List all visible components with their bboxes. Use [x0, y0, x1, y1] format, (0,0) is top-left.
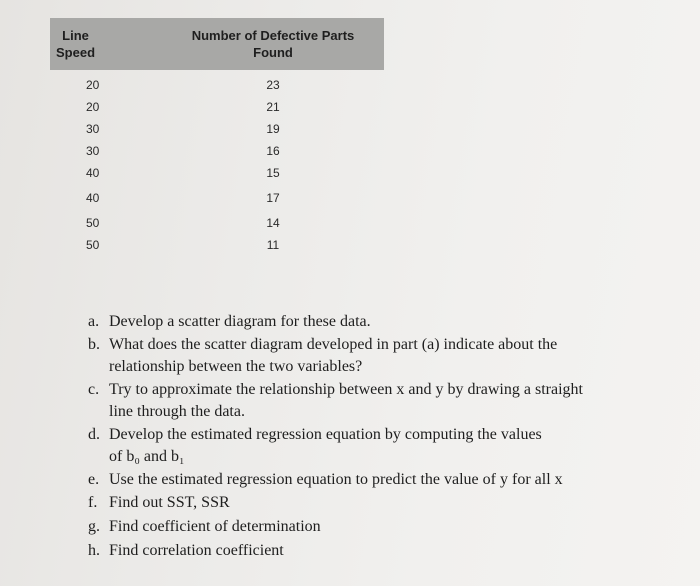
question-letter: h.	[88, 542, 100, 559]
line-speed-cell: 20	[86, 100, 100, 114]
defective-count-cell: 17	[266, 191, 280, 205]
line-speed-cell: 30	[86, 122, 100, 136]
header-line-speed	[50, 18, 132, 70]
question-text: What does the scatter diagram developed in part (a) indicate about the	[109, 336, 558, 353]
defective-count-cell: 14	[266, 216, 280, 230]
defective-count-cell: 16	[266, 144, 280, 158]
header-defective-parts	[132, 18, 384, 70]
question-text-continued: of b₀ and b₁	[109, 448, 185, 465]
line-speed-cell: 30	[86, 144, 100, 158]
table-row	[50, 118, 384, 140]
question-text: Find coefficient of determination	[109, 518, 321, 535]
table-row	[50, 162, 384, 184]
table-row	[50, 96, 384, 118]
question-f	[88, 492, 692, 514]
question-text-continued: line through the data.	[109, 403, 245, 420]
question-text: Develop a scatter diagram for these data.	[109, 313, 371, 330]
question-d	[88, 424, 692, 468]
table-row	[50, 184, 384, 212]
question-a	[88, 311, 692, 333]
question-letter: f.	[88, 494, 98, 511]
question-text-continued: relationship between the two variables?	[109, 358, 363, 375]
question-text: Use the estimated regression equation to predict the value of y for all x	[109, 471, 563, 488]
line-speed-cell: 50	[86, 238, 100, 252]
header-defective-parts-label: Number of Defective Parts Found	[191, 28, 355, 60]
table-row	[50, 234, 384, 256]
data-table	[50, 18, 384, 256]
defective-count-cell: 23	[266, 78, 280, 92]
question-g	[88, 516, 692, 538]
table-row	[50, 212, 384, 234]
question-letter: c.	[88, 381, 100, 398]
line-speed-cell: 40	[86, 166, 100, 180]
question-letter: g.	[88, 518, 100, 535]
question-text: Find out SST, SSR	[109, 494, 230, 511]
table-row	[50, 140, 384, 162]
question-list	[88, 311, 692, 563]
defective-count-cell: 19	[266, 122, 280, 136]
line-speed-cell: 20	[86, 78, 100, 92]
header-line-speed-label: Line Speed	[56, 28, 96, 60]
defective-count-cell: 15	[266, 166, 280, 180]
question-letter: d.	[88, 426, 100, 443]
defective-count-cell: 11	[266, 238, 280, 252]
question-h	[88, 540, 692, 562]
table-header-row	[50, 18, 384, 70]
question-letter: a.	[88, 313, 100, 330]
question-c	[88, 379, 692, 423]
question-text: Develop the estimated regression equation by computing the values	[109, 426, 542, 443]
question-letter: b.	[88, 336, 100, 353]
question-text: Try to approximate the relationship between x and y by drawing a straight	[109, 381, 583, 398]
question-text: Find correlation coefficient	[109, 542, 284, 559]
question-b	[88, 334, 692, 378]
line-speed-cell: 50	[86, 216, 100, 230]
defective-count-cell: 21	[266, 100, 280, 114]
table-row	[50, 70, 384, 96]
line-speed-cell: 40	[86, 191, 100, 205]
question-e	[88, 469, 692, 491]
question-letter: e.	[88, 471, 100, 488]
